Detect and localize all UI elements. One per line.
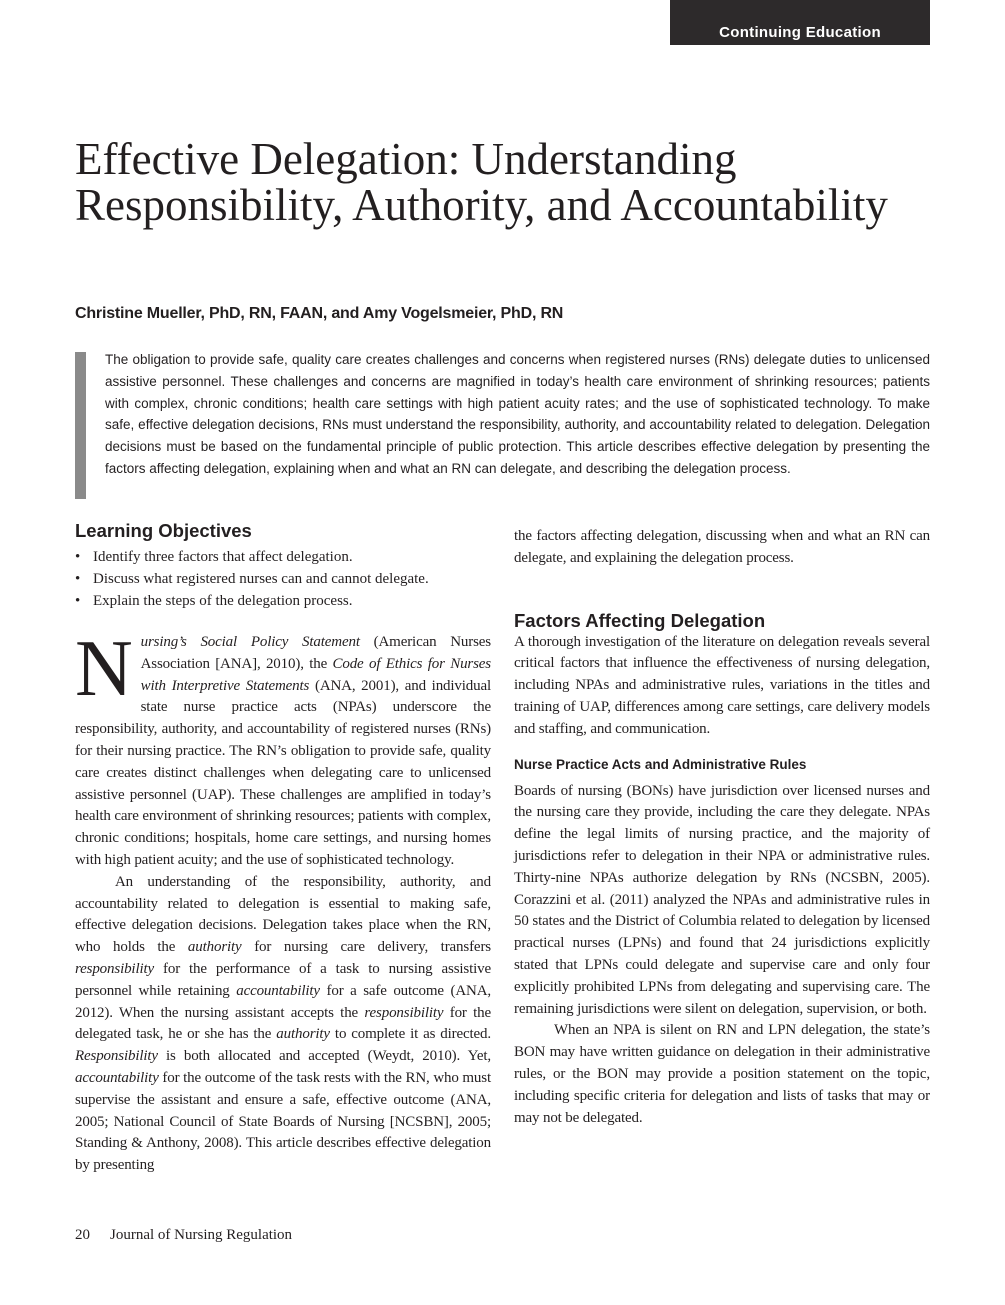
drop-cap: N <box>75 625 133 713</box>
section-label: Continuing Education <box>670 0 930 45</box>
learning-objectives-list <box>75 546 491 612</box>
intro-paragraph-2: An understanding of the responsibility, authority, and accountability related to delegation is essential to making safe, effective delegation decisions. Delegation takes place when the RN, who holds the authority for nursing care delivery, transfers responsibility for the performance of a task to nursing assistive personnel while retaining accountability for a safe outcome (ANA, 2012). When the nursing assistant accepts the responsibility for the delegated task, he or she has the authority to complete it as directed. Responsibility is both allocated and accepted (Weydt, 2010). Yet, accountability for the outcome of the task rests with the RN, who must supervise the assistant and ensure a safe, effective outcome (ANA, 2005; National Council of State Boards of Nursing [NCSBN], 2005; Standing & Anthony, 2008). This article describes effective delegation by presenting <box>75 873 491 1174</box>
factors-paragraph: A thorough investigation of the literature on delegation reveals several critical factors that influence the effectiveness of nursing delegation, including NPAs and administrative rules, variations in the titles and training of UAP, differences among care settings, care delivery models and staffing, and communication. <box>514 633 930 737</box>
list-item: • Explain the steps of the delegation process. <box>75 590 491 612</box>
left-column <box>75 520 491 1177</box>
intro-paragraph-continued: the factors affecting delegation, discussing when and what an RN can delegate, and explaining the delegation process. <box>514 528 930 566</box>
list-item: • Identify three factors that affect delegation. <box>75 546 491 568</box>
abstract-bar <box>75 352 86 499</box>
article-authors: Christine Mueller, PhD, RN, FAAN, and Amy Vogelsmeier, PhD, RN <box>75 305 564 322</box>
journal-name: Journal of Nursing Regulation <box>110 1227 293 1243</box>
bullet-icon: • <box>75 571 81 587</box>
right-column <box>514 526 930 1129</box>
factors-heading: Factors Affecting Delegation <box>514 609 766 631</box>
learning-objectives-heading: Learning Objectives <box>75 520 252 541</box>
npa-paragraph-2: When an NPA is silent on RN and LPN delegation, the state’s BON may have written guidance on delegation in their administrative rules, or the BON may provide a position statement on the topic, including specific criteria for delegation and lists of tasks that may or may not be delegated. <box>514 1022 930 1126</box>
list-item: • Discuss what registered nurses can and cannot delegate. <box>75 568 491 590</box>
intro-paragraph-1: Nursing’s Social Policy Statement (American Nurses Association [ANA], 2010), the Code of Ethics for Nurses with Interpretive Statements (ANA, 2001), and individual state nurse practice acts (NPAs) underscore the responsibility, authority, and accountability of registered nurses (RNs) for their nursing practice. The RN’s obligation to provide safe, quality care creates distinct challenges when delegating care to unlicensed assistive personnel (UAP). These challenges are amplified in today’s health care environment of shrinking resources; patients with complex, chronic conditions; hospitals, home care settings, and nursing homes with high patient acuity; and the use of sophisticated technology. <box>75 625 492 868</box>
page-number: 20 <box>75 1227 90 1243</box>
npa-paragraph-1: Boards of nursing (BONs) have jurisdiction over licensed nurses and the nursing care they provide, including the care they delegate. NPAs define the legal limits of nursing practice, and the majority of jurisdictions refer to delegation in their NPA or administrative rules. Thirty-nine NPAs authorize delegation by RNs (NCSBN, 2005). Corazzini et al. (2011) analyzed the NPAs and administrative rules in 50 states and the District of Columbia related to delegation by licensed practical nurses (LPNs) and found that 24 jurisdictions explicitly stated that LPNs could delegate and supervise care and only four explicitly prohibited LPNs from delegating and supervising care. The remaining jurisdictions were silent on delegation, supervision, or both. <box>514 782 930 1017</box>
article-title: Effective Delegation: Understanding Responsibility, Authority, and Accountability <box>75 134 888 230</box>
bullet-icon: • <box>75 593 81 609</box>
npa-subheading: Nurse Practice Acts and Administrative Rules <box>514 756 807 772</box>
bullet-icon: • <box>75 549 81 565</box>
abstract: The obligation to provide safe, quality care creates challenges and concerns when registered nurses (RNs) delegate duties to unlicensed assistive personnel. These challenges and concerns are magnified in today’s health care environment of shrinking resources; patients with complex, chronic conditions; health care settings with high patient acuity rates; and the use of sophisticated technology. To make safe, effective delegation decisions, RNs must understand the responsibility, authority, and accountability related to delegation. Delegation decisions must be based on the fundamental principle of public protection. This article describes effective delegation by presenting the factors affecting delegation, explaining when and what an RN can delegate, and describing the delegation process. <box>105 352 930 476</box>
page-footer <box>75 1227 292 1244</box>
